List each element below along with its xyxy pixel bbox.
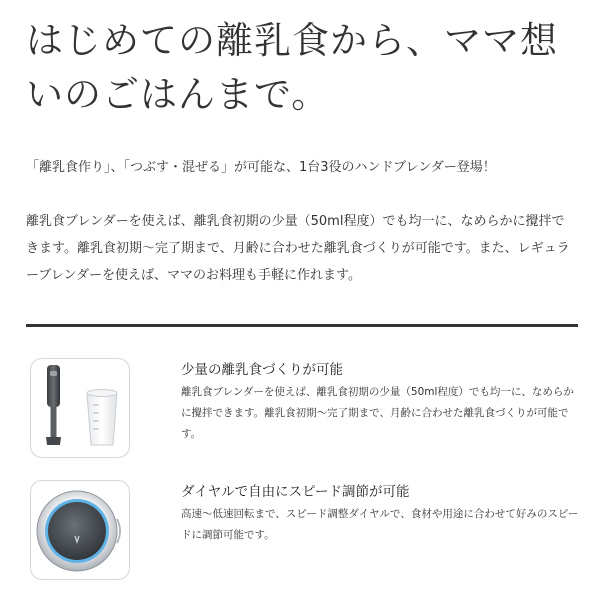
headline: はじめての離乳食から、ママ想いのごはんまで。 <box>26 19 558 116</box>
hand-blender-image <box>30 358 130 458</box>
divider <box>26 324 578 327</box>
lead-text: 「離乳食作り」、「つぶす・混ぜる」が可能な、1台3役のハンドブレンダー登場！ <box>26 160 496 175</box>
feature-description: 高速～低速回転まで、スピード調整ダイヤルで、食材や用途に合わせて好みのスピードに調節可能です。 <box>181 508 579 541</box>
body-text: 離乳食ブレンダーを使えば、離乳食初期の少量（50ml程度）でも均一に、なめらかに攪拌できます。離乳食初期～完了期まで、月齢に合わせた離乳食づくりが可能です。また、レギュラーブレンダーを使えば、ママのお料理も手軽に作れます。 <box>26 214 570 283</box>
feature-title: 少量の離乳食づくりが可能 <box>181 362 343 378</box>
speed-dial-icon <box>31 481 129 579</box>
feature-description: 離乳食ブレンダーを使えば、離乳食初期の少量（50ml程度）でも均一に、なめらかに攪拌できます。離乳食初期～完了期まで、月齢に合わせた離乳食づくりが可能です。 <box>181 386 574 440</box>
feature-title: ダイヤルで自由にスピード調節が可能 <box>181 484 410 500</box>
speed-dial-image <box>30 480 130 580</box>
hand-blender-icon <box>31 359 129 457</box>
